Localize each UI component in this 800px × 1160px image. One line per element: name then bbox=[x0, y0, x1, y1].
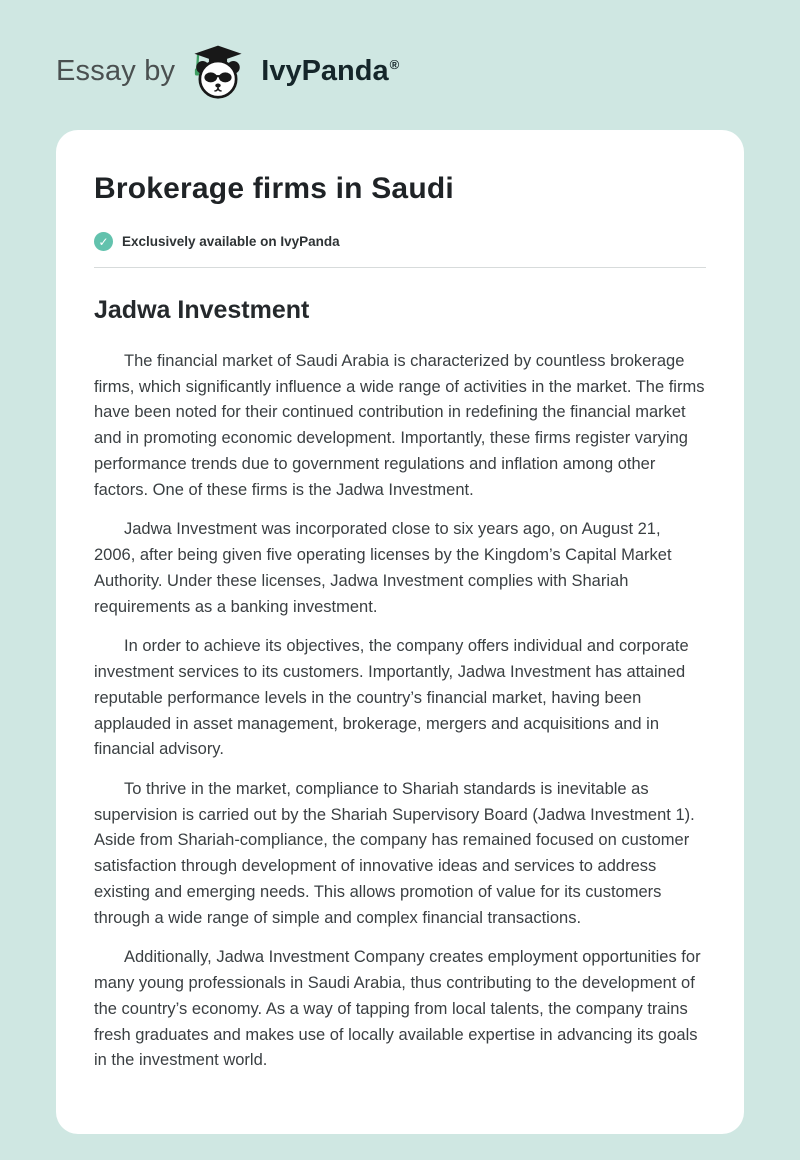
essay-by-label: Essay by bbox=[56, 54, 176, 87]
essay-paragraph: To thrive in the market, compliance to Shariah standards is inevitable as supervision is carried out by the Shariah Supervisory Board (Jadwa Investment 1). Aside from Shariah-compliance, the company has remained focused on customer satisfaction through development of innovative ideas and services to address existing and emerging needs. This allows promotion of value for its customers through a wide range of simple and complex financial transactions. bbox=[94, 780, 695, 927]
check-circle-icon: ✓ bbox=[94, 232, 113, 251]
divider bbox=[94, 267, 706, 268]
brand-name: IvyPanda bbox=[261, 54, 389, 87]
section-heading: Jadwa Investment bbox=[94, 296, 310, 324]
exclusive-note-label: Exclusively available on IvyPanda bbox=[122, 234, 340, 249]
header bbox=[56, 0, 744, 130]
exclusive-note-row bbox=[94, 232, 706, 251]
panda-graduation-cap-icon bbox=[189, 42, 247, 100]
essay-paragraph: Jadwa Investment was incorporated close to six years ago, on August 21, 2006, after being given five operating licenses by the Kingdom’s Capital Market Authority. Under these licenses, Jadwa Investment complies with Shariah requirements as a banking investment. bbox=[94, 520, 672, 616]
essay-title: Brokerage firms in Saudi bbox=[94, 172, 454, 205]
essay-body bbox=[94, 349, 706, 1074]
brand-wordmark bbox=[261, 55, 399, 88]
essay-paragraph: Additionally, Jadwa Investment Company creates employment opportunities for many young professionals in Saudi Arabia, thus contributing to the development of the country’s economy. As a way of tapping from local talents, the company trains fresh graduates and makes use of locally available expertise in advancing its goals in the investment world. bbox=[94, 948, 701, 1070]
registered-mark: ® bbox=[389, 56, 400, 72]
essay-card bbox=[56, 130, 744, 1134]
essay-paragraph: In order to achieve its objectives, the company offers individual and corporate investment services to its customers. Importantly, Jadwa Investment has attained reputable performance levels in the country’s financial market, having been applauded in asset management, brokerage, mergers and acquisitions and in financial advisory. bbox=[94, 637, 689, 759]
essay-paragraph: The financial market of Saudi Arabia is characterized by countless brokerage firms, which significantly influence a wide range of activities in the market. The firms have been noted for their continued contribution in redefining the financial market and in promoting economic development. Importantly, these firms register varying performance trends due to government regulations and inflation among other factors. One of these firms is the Jadwa Investment. bbox=[94, 352, 705, 499]
